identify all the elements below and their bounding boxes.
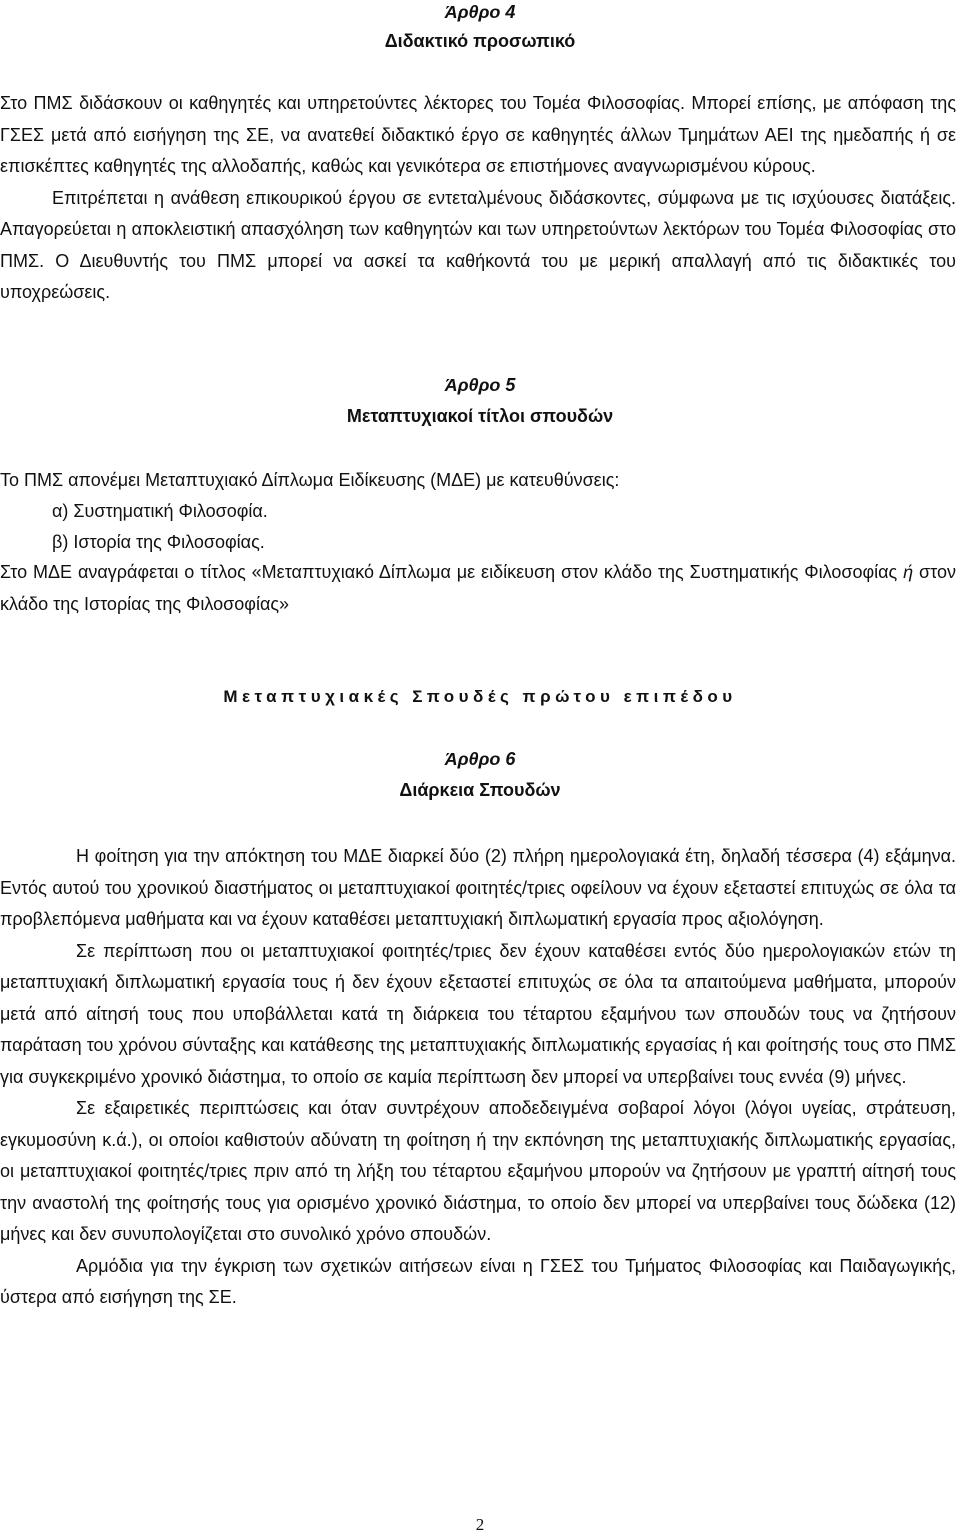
article-6-paragraph: Αρμόδια για την έγκριση των σχετικών αιτήσεων είναι η ΓΣΕΣ του Τμήματος Φιλοσοφίας και Παιδαγωγικής, ύστερα από εισήγηση της ΣΕ. bbox=[0, 1255, 956, 1307]
closing-before: Στο ΜΔΕ αναγράφεται ο τίτλος «Μεταπτυχιακό Δίπλωμα με ειδίκευση στον κλάδο της Συστηματικής Φιλοσοφίας bbox=[0, 562, 904, 582]
section-heading: Μεταπτυχιακές Σπουδές πρώτου επιπέδου bbox=[223, 687, 737, 706]
article-6-title: Διάρκεια Σπουδών bbox=[399, 780, 561, 800]
article-4-title: Διδακτικό προσωπικό bbox=[384, 31, 576, 51]
list-item: β) Ιστορία της Φιλοσοφίας. bbox=[52, 532, 265, 552]
article-4-paragraph: Στο ΠΜΣ διδάσκουν οι καθηγητές και υπηρετούντες λέκτορες του Τομέα Φιλοσοφίας. Μπορεί επίσης, με απόφαση της ΓΣΕΣ μετά από εισήγηση της ΣΕ, να ανατεθεί διδακτικό έργο σε καθηγητές άλλων Τμημάτων ΑΕΙ της ημεδαπής ή σε επισκέπτες καθηγητές της αλλοδαπής, καθώς και γενικότερα σε επιστήμονες αναγνωρισμένου κύρους. bbox=[0, 93, 956, 176]
article-6-paragraph: Σε περίπτωση που οι μεταπτυχιακοί φοιτητές/τριες δεν έχουν καταθέσει εντός δύο ημερολογιακών ετών τη μεταπτυχιακή διπλωματική εργασία τους ή δεν έχουν εξεταστεί επιτυχώς σε όλα τα απαιτούμενα μαθήματα, μπορούν μετά από αίτησή τους που υποβάλλεται κατά τη διάρκεια του τέταρτου εξαμήνου των σπουδών τους να ζητήσουν παράταση του χρόνου σύνταξης και κατάθεσης της μεταπτυχιακής διπλωματικής εργασίας ή και φοίτησής τους στο ΠΜΣ για συγκεκριμένο χρονικό διάστημα, το οποίο σε καμία περίπτωση δεν μπορεί να υπερβαίνει τους εννέα (9) μήνες. bbox=[0, 940, 956, 1087]
article-4-paragraph: Επιτρέπεται η ανάθεση επικουρικού έργου σε εντεταλμένους διδάσκοντες, σύμφωνα με τις ισχύουσες διατάξεις. Απαγορεύεται η αποκλειστική απασχόληση των καθηγητών και των υπηρετούντων λεκτόρων του Τομέα Φιλοσοφίας στο ΠΜΣ. Ο Διευθυντής του ΠΜΣ μπορεί να ασκεί τα καθήκοντά του με μερική απαλλαγή από τις διδακτικές του υποχρεώσεις. bbox=[0, 187, 956, 302]
list-item: α) Συστηματική Φιλοσοφία. bbox=[52, 501, 268, 521]
article-6-number: Άρθρο 6 bbox=[444, 749, 516, 769]
article-6-body bbox=[0, 841, 956, 1314]
article-6-paragraph: Η φοίτηση για την απόκτηση του ΜΔΕ διαρκεί δύο (2) πλήρη ημερολογιακά έτη, δηλαδή τέσσερα (4) εξάμηνα. Εντός αυτού του χρονικού διαστήματος οι μεταπτυχιακοί φοιτητές/τριες οφείλουν να έχουν εξεταστεί επιτυχώς σε όλα τα προβλεπόμενα μαθήματα και να έχουν καταθέσει μεταπτυχιακή διπλωματική εργασία προς αξιολόγηση. bbox=[0, 846, 956, 929]
article-5-intro: Το ΠΜΣ απονέμει Μεταπτυχιακό Δίπλωμα Ειδίκευσης (ΜΔΕ) με κατευθύνσεις: bbox=[0, 470, 620, 490]
article-5-title: Μεταπτυχιακοί τίτλοι σπουδών bbox=[346, 406, 614, 426]
article-4-body bbox=[0, 88, 956, 309]
article-5-number: Άρθρο 5 bbox=[444, 375, 516, 395]
closing-after: στον κλάδο της Ιστορίας της Φιλοσοφίας» bbox=[0, 562, 956, 614]
article-5-closing bbox=[0, 557, 956, 620]
closing-italic: ή bbox=[903, 562, 914, 582]
article-5-closing-text bbox=[0, 557, 956, 620]
page-number: 2 bbox=[475, 1515, 485, 1534]
article-6-paragraph: Σε εξαιρετικές περιπτώσεις και όταν συντρέχουν αποδεδειγμένα σοβαροί λόγοι (λόγοι υγείας, στράτευση, εγκυμοσύνη κ.ά.), οι οποίοι καθιστούν αδύνατη τη φοίτηση ή την εκπόνηση της μεταπτυχιακής διπλωματικής εργασίας, οι μεταπτυχιακοί φοιτητές/τριες πριν από τη λήξη του τέταρτου εξαμήνου μπορούν να ζητήσουν με γραπτή αίτησή τους την αναστολή της φοίτησής τους για ορισμένο χρονικό διάστημα, το οποίο δεν μπορεί να υπερβαίνει τους δώδεκα (12) μήνες και δεν συνυπολογίζεται στο συνολικό χρόνο σπουδών. bbox=[0, 1098, 956, 1244]
article-4-number: Άρθρο 4 bbox=[444, 2, 516, 22]
